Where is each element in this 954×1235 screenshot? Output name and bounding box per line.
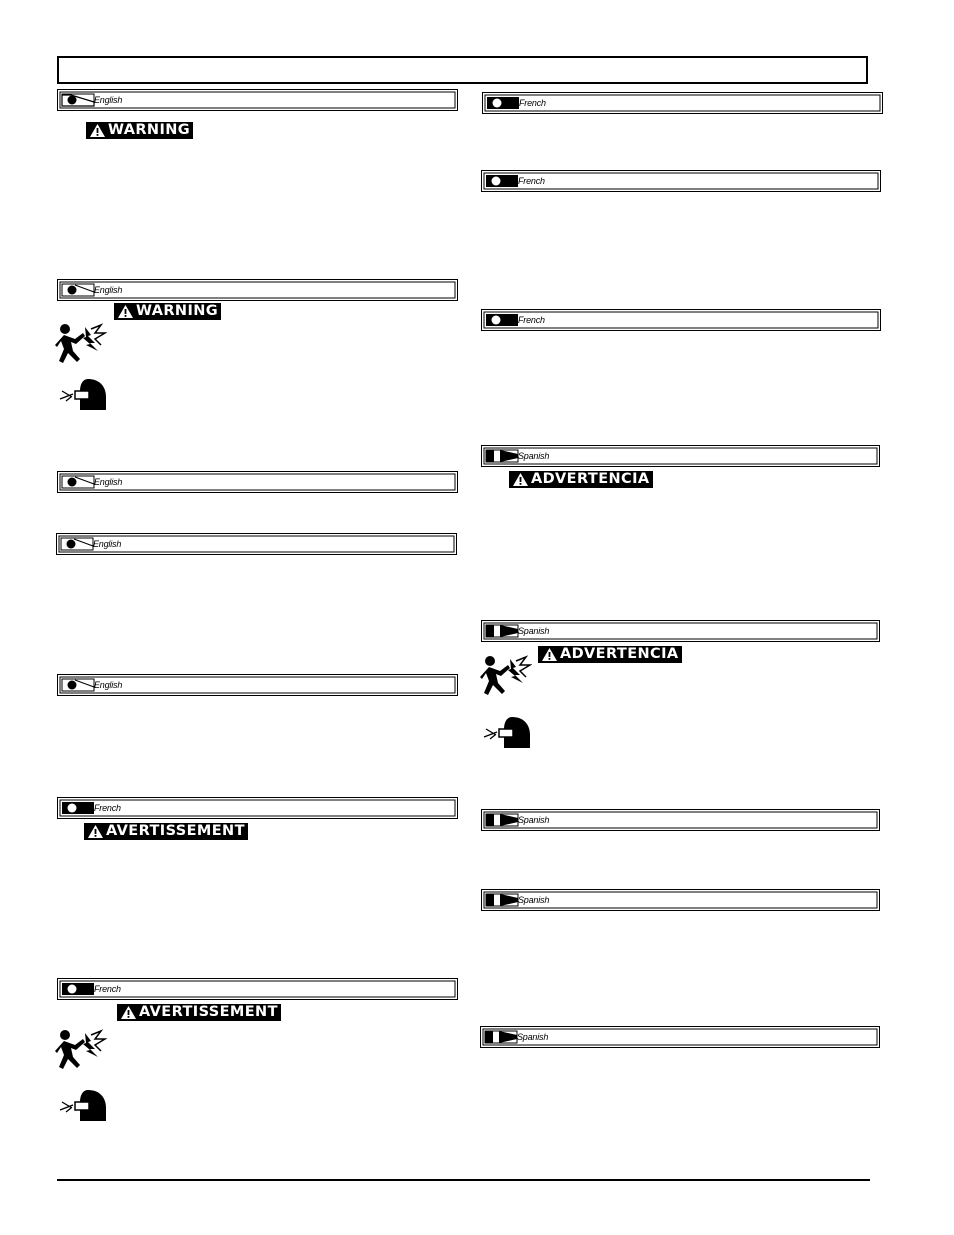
advertencia-signal-word bbox=[538, 646, 682, 663]
half-block-flag-icon bbox=[485, 893, 519, 907]
footer-rule bbox=[57, 1179, 870, 1181]
avertissement-signal-word bbox=[84, 823, 248, 840]
lang-label: English bbox=[93, 539, 122, 549]
circle-dot-flag-icon bbox=[61, 678, 95, 692]
lang-bar-french bbox=[57, 797, 458, 819]
lang-bar-english bbox=[57, 279, 458, 301]
lang-label: English bbox=[94, 477, 123, 487]
warning-triangle-icon bbox=[89, 123, 106, 138]
lang-label: French bbox=[94, 803, 121, 813]
circle-dot-flag-icon bbox=[485, 313, 519, 327]
lang-bar-spanish bbox=[481, 889, 880, 911]
lang-bar-french bbox=[481, 309, 881, 331]
warning-triangle-icon bbox=[512, 472, 529, 487]
lang-bar-french bbox=[481, 170, 881, 192]
signal-word-text: ADVERTENCIA bbox=[560, 646, 679, 662]
lang-label: French bbox=[518, 176, 545, 186]
warning-signal-word bbox=[114, 303, 221, 320]
lang-bar-french bbox=[482, 92, 883, 114]
half-block-flag-icon bbox=[485, 624, 519, 638]
lang-label: Spanish bbox=[518, 626, 550, 636]
lang-label: Spanish bbox=[518, 895, 550, 905]
lang-bar-spanish bbox=[481, 809, 880, 831]
avertissement-signal-word bbox=[117, 1004, 281, 1021]
welding-helmet-icon bbox=[482, 715, 532, 751]
electric-shock-icon bbox=[55, 1027, 107, 1075]
lang-label: English bbox=[94, 680, 123, 690]
half-block-flag-icon bbox=[485, 813, 519, 827]
circle-dot-flag-icon bbox=[61, 982, 95, 996]
signal-word-text: AVERTISSEMENT bbox=[139, 1004, 278, 1020]
lang-label: French bbox=[94, 984, 121, 994]
lang-bar-spanish bbox=[481, 445, 880, 467]
half-block-flag-icon bbox=[484, 1030, 518, 1044]
half-block-flag-icon bbox=[485, 449, 519, 463]
lang-label: French bbox=[518, 315, 545, 325]
welding-helmet-icon bbox=[58, 1088, 108, 1124]
circle-dot-flag-icon bbox=[61, 93, 95, 107]
warning-triangle-icon bbox=[87, 824, 104, 839]
circle-dot-flag-icon bbox=[60, 537, 94, 551]
lang-bar-spanish bbox=[481, 620, 880, 642]
circle-dot-flag-icon bbox=[61, 801, 95, 815]
circle-dot-flag-icon bbox=[61, 475, 95, 489]
circle-dot-flag-icon bbox=[485, 174, 519, 188]
lang-bar-english bbox=[57, 471, 458, 493]
signal-word-text: AVERTISSEMENT bbox=[106, 823, 245, 839]
warning-signal-word bbox=[86, 122, 193, 139]
electric-shock-icon bbox=[480, 653, 532, 701]
lang-bar-english bbox=[57, 674, 458, 696]
advertencia-signal-word bbox=[509, 471, 653, 488]
page-header-box bbox=[57, 56, 868, 84]
warning-triangle-icon bbox=[117, 304, 134, 319]
lang-label: Spanish bbox=[518, 451, 550, 461]
lang-label: English bbox=[94, 95, 123, 105]
warning-triangle-icon bbox=[541, 647, 558, 662]
lang-label: English bbox=[94, 285, 123, 295]
lang-label: Spanish bbox=[518, 815, 550, 825]
warning-triangle-icon bbox=[120, 1005, 137, 1020]
lang-label: Spanish bbox=[517, 1032, 549, 1042]
lang-bar-english bbox=[57, 89, 458, 111]
signal-word-text: WARNING bbox=[136, 303, 219, 319]
signal-word-text: WARNING bbox=[108, 122, 191, 138]
lang-bar-english bbox=[56, 533, 457, 555]
lang-bar-spanish bbox=[480, 1026, 880, 1048]
lang-label: French bbox=[519, 98, 546, 108]
welding-helmet-icon bbox=[58, 377, 108, 413]
signal-word-text: ADVERTENCIA bbox=[531, 471, 650, 487]
circle-dot-flag-icon bbox=[486, 96, 520, 110]
electric-shock-icon bbox=[55, 321, 107, 369]
lang-bar-french bbox=[57, 978, 458, 1000]
circle-dot-flag-icon bbox=[61, 283, 95, 297]
